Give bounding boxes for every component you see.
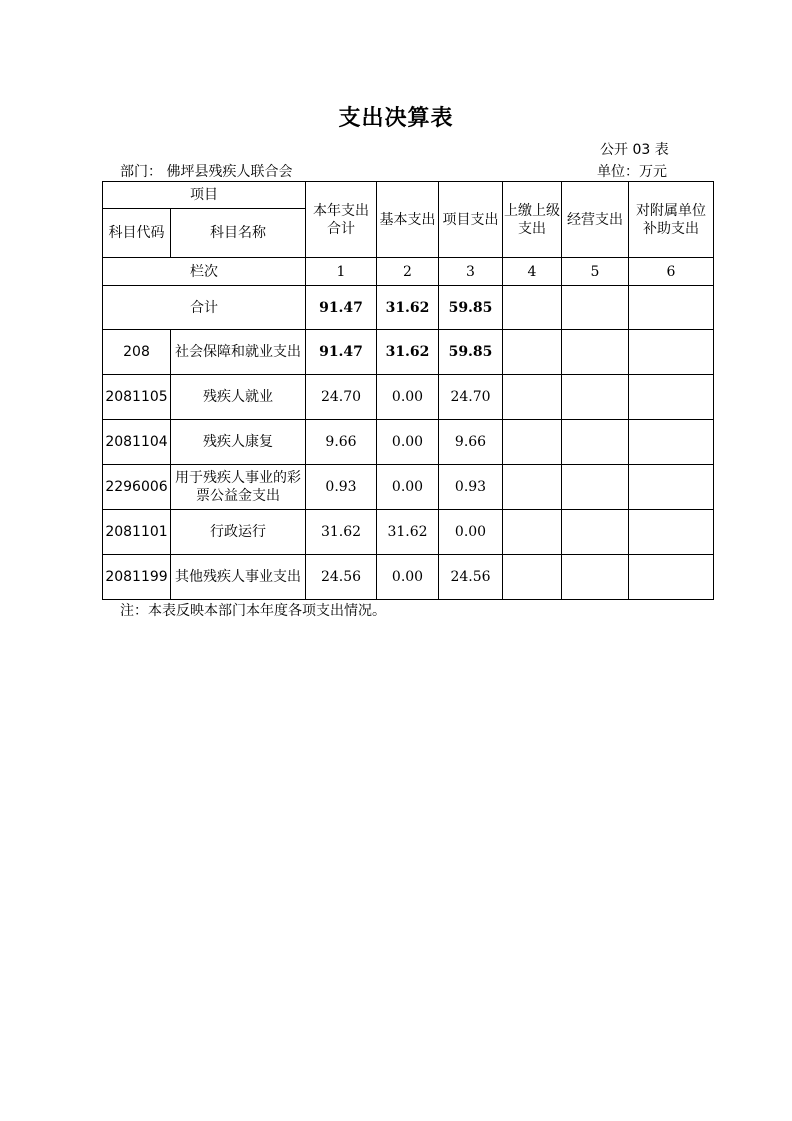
total-row-project: 59.85 (439, 286, 503, 330)
row-code: 2081199 (103, 555, 171, 600)
row-business (562, 465, 629, 510)
row-business (562, 510, 629, 555)
row-name: 行政运行 (171, 510, 306, 555)
table-row (103, 510, 714, 555)
total-row-subsidy (629, 286, 714, 330)
row-name: 用于残疾人事业的彩票公益金支出 (171, 465, 306, 510)
row-total: 9.66 (306, 420, 377, 465)
row-subsidy (629, 555, 714, 600)
row-project: 24.70 (439, 375, 503, 420)
row-name: 社会保障和就业支出 (171, 330, 306, 375)
table-body (103, 286, 714, 600)
column-index-4: 4 (503, 258, 562, 286)
row-business (562, 375, 629, 420)
row-business (562, 420, 629, 465)
column-index-5: 5 (562, 258, 629, 286)
row-upper (503, 510, 562, 555)
total-row-business (562, 286, 629, 330)
department-label: 部门： 佛坪县残疾人联合会 (120, 164, 293, 180)
total-row-total: 91.47 (306, 286, 377, 330)
total-row (103, 286, 714, 330)
row-total: 24.70 (306, 375, 377, 420)
row-basic: 0.00 (377, 555, 439, 600)
row-total: 91.47 (306, 330, 377, 375)
row-name: 其他残疾人事业支出 (171, 555, 306, 600)
row-subsidy (629, 330, 714, 375)
total-row-label: 合计 (103, 286, 306, 330)
row-basic: 31.62 (377, 510, 439, 555)
row-upper (503, 330, 562, 375)
row-total: 24.56 (306, 555, 377, 600)
row-basic: 0.00 (377, 420, 439, 465)
row-subsidy (629, 465, 714, 510)
header-basic: 基本支出 (377, 182, 439, 258)
row-project: 59.85 (439, 330, 503, 375)
expenditure-table (102, 181, 714, 600)
table-number: 公开 03 表 (600, 142, 669, 158)
table-note: 注：本表反映本部门本年度各项支出情况。 (120, 603, 386, 619)
column-index-6: 6 (629, 258, 714, 286)
column-index-3: 3 (439, 258, 503, 286)
header-name: 科目名称 (171, 209, 306, 258)
row-code: 2081105 (103, 375, 171, 420)
row-subsidy (629, 420, 714, 465)
row-upper (503, 420, 562, 465)
row-basic: 0.00 (377, 465, 439, 510)
table-row (103, 420, 714, 465)
column-index-2: 2 (377, 258, 439, 286)
row-upper (503, 375, 562, 420)
row-basic: 31.62 (377, 330, 439, 375)
row-project: 0.00 (439, 510, 503, 555)
table-row (103, 555, 714, 600)
row-code: 2081104 (103, 420, 171, 465)
row-code: 2081101 (103, 510, 171, 555)
unit-label: 单位：万元 (597, 164, 667, 180)
header-code: 科目代码 (103, 209, 171, 258)
table-header (103, 182, 714, 286)
row-name: 残疾人康复 (171, 420, 306, 465)
row-total: 31.62 (306, 510, 377, 555)
row-name: 残疾人就业 (171, 375, 306, 420)
column-index-label: 栏次 (103, 258, 306, 286)
table-row (103, 375, 714, 420)
row-total: 0.93 (306, 465, 377, 510)
row-code: 2296006 (103, 465, 171, 510)
column-index-1: 1 (306, 258, 377, 286)
header-total: 本年支出合计 (306, 182, 377, 258)
header-item: 项目 (103, 182, 306, 209)
table-row (103, 465, 714, 510)
header-upper: 上缴上级支出 (503, 182, 562, 258)
row-project: 0.93 (439, 465, 503, 510)
page-title: 支出决算表 (338, 105, 454, 131)
table-row (103, 330, 714, 375)
row-basic: 0.00 (377, 375, 439, 420)
row-upper (503, 465, 562, 510)
row-business (562, 330, 629, 375)
row-subsidy (629, 375, 714, 420)
total-row-basic: 31.62 (377, 286, 439, 330)
row-subsidy (629, 510, 714, 555)
header-project: 项目支出 (439, 182, 503, 258)
row-project: 24.56 (439, 555, 503, 600)
row-upper (503, 555, 562, 600)
total-row-upper (503, 286, 562, 330)
row-business (562, 555, 629, 600)
header-subsidy: 对附属单位补助支出 (629, 182, 714, 258)
row-project: 9.66 (439, 420, 503, 465)
row-code: 208 (103, 330, 171, 375)
header-business: 经营支出 (562, 182, 629, 258)
